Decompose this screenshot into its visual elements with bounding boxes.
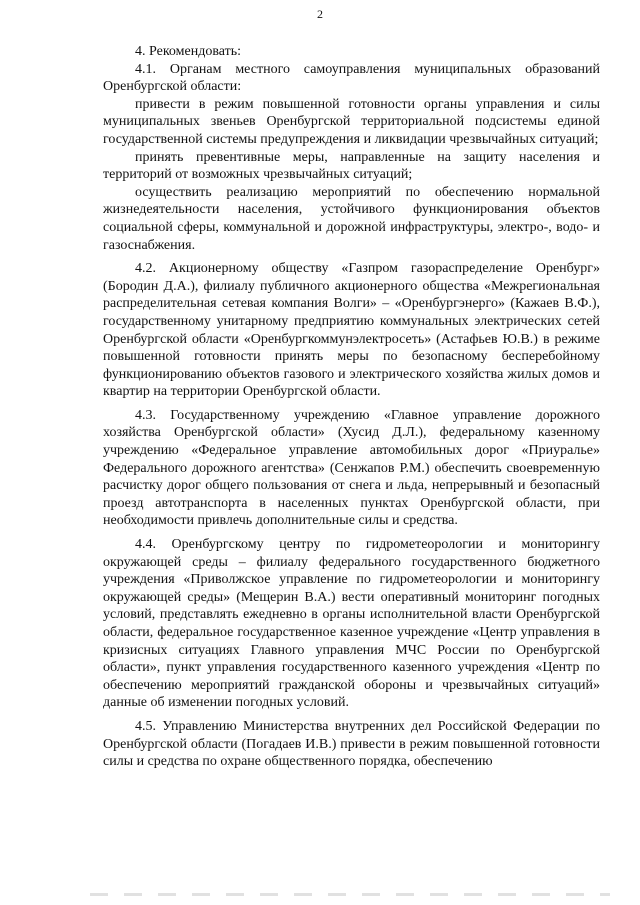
scan-artifact [90,893,610,896]
paragraph-4-1: 4.1. Органам местного самоуправления муниципальных образований Оренбургской области: [103,61,600,95]
page-number: 2 [317,7,323,21]
paragraph-recommend-heading: 4. Рекомендовать: [135,44,241,59]
paragraph-4-4: 4.4. Оренбургскому центру по гидрометеорологии и мониторингу окружающей среды – филиалу федерального государственного бюджетного учреждения «Приволжское управление по гидрометеорологии и мониторингу окружающей среды» (Мещерин В.А.) вести оперативный мониторинг погодных условий, представлять ежедневно в органы исполнительной власти Оренбургской области, федеральное государственное казенное учреждение «Центр управления в кризисных ситуациях Главного управления МЧС России по Оренбургской области», пункт управления государственного казенного учреждения «Центр по обеспечению мероприятий гражданской обороны и чрезвычайных ситуаций» данные об изменении погодных условий. [103,537,600,711]
paragraph-4-1-item-1: привести в режим повышенной готовности органы управления и силы муниципальных звеньев Оренбургской территориальной подсистемы единой государственной системы предупреждения и ликвидации чрезвычайных ситуаций; [103,96,600,147]
paragraph-4-1-item-2: принять превентивные меры, направленные на защиту населения и территорий от возможных чрезвычайных ситуаций; [103,149,600,183]
paragraph-4-2: 4.2. Акционерному обществу «Газпром газораспределение Оренбург» (Бородин Д.А.), филиалу публичного акционерного общества «Межрегиональная распределительная сетевая компания Волги» – «Оренбургэнерго» (Кажаев В.Ф.), государственному унитарному предприятию коммунальных электрических сетей Оренбургской области «Оренбургкоммунэлектросеть» (Астафьев Ю.В.) в режиме повышенной готовности принять меры по безопасному бесперебойному функционированию объектов газового и электрического хозяйства жилых домов и квартир на территории Оренбургской области. [103,261,600,400]
document-body [103,43,600,771]
paragraph-4-3: 4.3. Государственному учреждению «Главное управление дорожного хозяйства Оренбургской области» (Хусид Д.Л.), федеральному казенному учреждению «Федеральное управление автомобильных дорог «Приуралье» Федерального дорожного агентства» (Сенжапов Р.М.) обеспечить своевременную расчистку дорог общего пользования от снега и льда, непрерывный и безопасный проезд автотранспорта в населенных пунктах Оренбургской области, при необходимости привлечь дополнительные силы и средства. [103,407,600,529]
paragraph-4-1-item-3: осуществить реализацию мероприятий по обеспечению нормальной жизнедеятельности населения, устойчивого функционирования объектов социальной сферы, коммунальной и дорожной инфраструктуры, электро-, водо- и газоснабжения. [103,184,600,253]
paragraph-4-5: 4.5. Управлению Министерства внутренних дел Российской Федерации по Оренбургской области (Погадаев И.В.) привести в режим повышенной готовности силы и средства по охране общественного порядка, обеспечению [103,718,600,770]
